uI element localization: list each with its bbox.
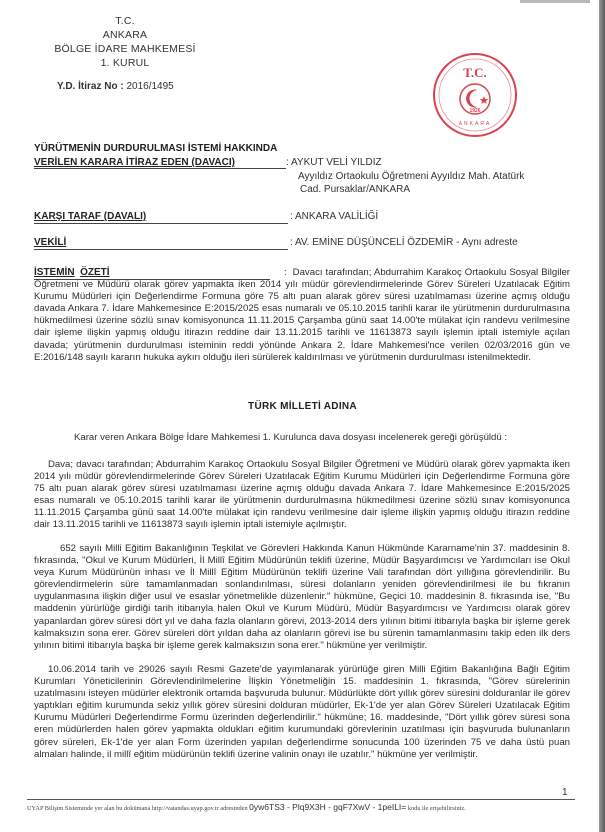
- appellant-address-line1: Ayyıldız Ortaokulu Öğretmeni Ayyıldız Mah. Atatürk: [298, 171, 525, 182]
- svg-text:ANKARA: ANKARA: [458, 121, 492, 127]
- decision-intro: Karar veren Ankara Bölge İdare Mahkemesi 1. Kurulunca dava dosyası incelenerek gereği görüşüldü :: [74, 432, 508, 443]
- header-line-city: ANKARA: [102, 29, 148, 41]
- counsel-label: VEKİLİ: [34, 237, 67, 248]
- summary-label-request: İSTEMİN: [34, 267, 75, 278]
- uyap-verification-footer: [27, 802, 587, 812]
- stay-request-title: YÜRÜTMENİN DURDURULMASI İSTEMİ HAKKINDA: [34, 143, 278, 154]
- appellant-address-line2: Cad. Pursaklar/ANKARA: [300, 184, 411, 195]
- scan-edge-right: [599, 0, 605, 832]
- appellant-label: VERİLEN KARARA İTİRAZ EDEN (DAVACI): [34, 157, 235, 168]
- summary-body: Davacı tarafından; Abdurrahim Karakoç Ortaokulu Sosyal Bilgiler Öğretmeni ve Müdürü olarak görev yapmakta iken 2014 yılı müdür görevlendirmelerinde Görev Süreleri Uzatılacak Eğitim Kurumu Müdürleri için Değerlendirme Formuna göre 75 altı puan alarak görev süresi uzatılmaması üzerine açmış olduğu davada Ankara 7. İdare Mahkemesince E:2015/2025 esas numaralı ve 05.10.2015 tarihli karar ile yürütmenin durdurulmasına hükmedilmesi üzerine sözlü sınav komisyonunca 11.11.2015 Çarşamba günü saat 14.00'te mülakat için randevu verilmesine dair işleme ilişkin yapmış olduğu itirazın reddine dair 13.11.2015 tarihli ve 11613873 sayılı işlemin iptali istemiyle açılan davada; yürütmenin durdurulması isteminin reddi yönünde Ankara 2. İdare Mahkemesi'nce verilen 02/03/2016 gün ve E:2016/148 sayılı kararın hukuka aykırı olduğu ileri sürülerek kaldırılması ve yürütmenin durdurulması istenilmektedir.: [34, 267, 570, 363]
- reference-number: 2016/1495: [126, 81, 174, 92]
- objection-reference: [57, 81, 174, 92]
- reference-label: Y.D. İtiraz No :: [57, 81, 127, 92]
- summary-label-summary: ÖZETİ: [80, 267, 110, 278]
- request-summary-text: [34, 267, 570, 364]
- svg-text:T.C.: T.C.: [463, 65, 487, 80]
- counsel-name: : AV. EMİNE DÜŞÜNCELİ ÖZDEMİR - Aynı adreste: [290, 237, 518, 248]
- footer-suffix: kodu ile erişebilirsiniz.: [406, 805, 466, 812]
- respondent-name: : ANKARA VALİLİĞİ: [290, 211, 379, 222]
- body-paragraph-2: 652 sayılı Milli Eğitim Bakanlığının Teşkilat ve Görevleri Hakkında Kanun Hükmünde Kararname'nin 37. maddesinin 8. fıkrasında, "Okul ve Kurum Müdürleri, İl Millî Eğitim Müdürünün teklifi üzerine, Müdür Başyardımcısı ve Yardımcıları ise Okul veya Kurum Müdürünün inhası ve İl Millî Eğitim Müdürünün teklifi üzerine Vali tarafından dört yıllığına görevlendirilir. Bu görevlendirmelerin süre tamamlanmadan sonlandırılması, süresi dolanların yeniden görevlendirilmesi ile bu fıkranın uygulanmasına ilişkin diğer usul ve esaslar yönetmelikle düzenlenir." hükmüne, Geçici 10. maddesinin 8. fıkrasında ise, "Bu maddenin yürürlüğe girdiği tarih itibarıyla halen Okul ve Kurum Müdürü, Müdür Başyardımcısı ve Yardımcısı olarak görev yapanlardan görev süresi dört yıl ve daha fazla olanların görevi, 2013-2014 ders yılının bitimi itibarıyla başka bir işleme gerek kalmaksızın sona erer. Görev süreleri dört yıldan daha az olanların görevi ise bu sürenin tamamlanmasını takip eden ilk ders yılının bitimi itibarıyla başka bir işleme gerek kalmaksızın sona erer." hükmüne yer verilmiştir.: [34, 543, 570, 651]
- footer-prefix: UYAP Bilişim Sisteminde yer alan bu dokümana http://vatandas.uyap.gov.tr adresinden: [27, 805, 250, 812]
- court-seal-stamp-icon: [432, 52, 518, 138]
- svg-text:1926: 1926: [469, 108, 481, 114]
- respondent-underline: [34, 223, 288, 224]
- verification-code: 0yw6TS3 - Plq9X3H - gqF7XwV - 1peILI=: [249, 802, 407, 812]
- header-line-chamber: 1. KURUL: [100, 57, 150, 69]
- scan-edge-top: [520, 0, 590, 3]
- header-line-tc: T.C.: [115, 15, 135, 27]
- counsel-underline: [34, 249, 288, 250]
- footer-divider: [27, 799, 575, 800]
- appellant-underline: [34, 168, 286, 169]
- appellant-name: : AYKUT VELİ YILDIZ: [286, 157, 382, 168]
- page-number: 1: [562, 787, 568, 798]
- body-paragraph-3: 10.06.2014 tarih ve 29026 sayılı Resmi Gazete'de yayımlanarak yürürlüğe giren Milli Eğitim Bakanlığına Bağlı Eğitim Kurumları Yöneticilerinin Görevlendirilmelerine İlişkin Yönetmeliğin 15. maddesinin 1. fıkrasında, "Görev sürelerinin uzatılmasını isteyen müdürler elektronik ortamda başvuruda bulunur. Müdürlükte dört yıllık görev süresini dolduranlar ile görev yaptıkları eğitim kurumunda sekiz yıllık görev süresini dolduran müdürler, Ek-1'de yer alan Görev Süreleri Uzatılacak Eğitim Kurumu Müdürleri Değerlendirme Formu üzerinden değerlendirilir." hükmüne; 16. maddesinde, "Dört yıllık görev süresi sona eren müdürlerden halen görev yapmakta oldukları eğitim kurumundaki görevlerinin uzatılması için başvuruda bulunanların görev süreleri, Ek-1'de yer alan Form üzerinden yapılan değerlendirme sonucunda 100 üzerinden 75 ve daha üstü puan almaları halinde, il millî eğitim müdürünün teklifi üzerine valinin onayı ile uzatılır." hükmüne yer verilmiştir.: [34, 664, 570, 760]
- court-header: [50, 14, 200, 70]
- body-paragraph-1: Dava; davacı tarafından; Abdurrahim Karakoç Ortaokulu Sosyal Bilgiler Öğretmeni ve Müdürü olarak görev yapmakta iken 2014 yılı müdür görevlendirmelerinde Görev Süreleri Uzatılacak Eğitim Kurumu Müdürleri için Değerlendirme Formuna göre 75 altı puan alarak görev süresi uzatılmaması üzerine açmış olduğu davada Ankara 7. İdare Mahkemesince E:2015/2025 esas numaralı ve 05.10.2015 tarihli karar ile yürütmenin durdurulmasına hükmedilmesi üzerine sözlü sınav komisyonunca 11.11.2015 Çarşamba günü saat 14.00'te mülakat için randevu verilmesine dair işleme ilişkin yapmış olduğu itirazın reddine dair 13.11.2015 tarihli ve 11613873 sayılı işlemin iptali istemiyle açılmıştır.: [34, 459, 570, 531]
- summary-colon: :: [284, 267, 287, 278]
- in-the-name-of-turkish-nation: TÜRK MİLLETİ ADINA: [248, 401, 357, 412]
- respondent-label: KARŞI TARAF (DAVALI): [34, 211, 147, 222]
- header-line-court: BÖLGE İDARE MAHKEMESİ: [54, 43, 196, 55]
